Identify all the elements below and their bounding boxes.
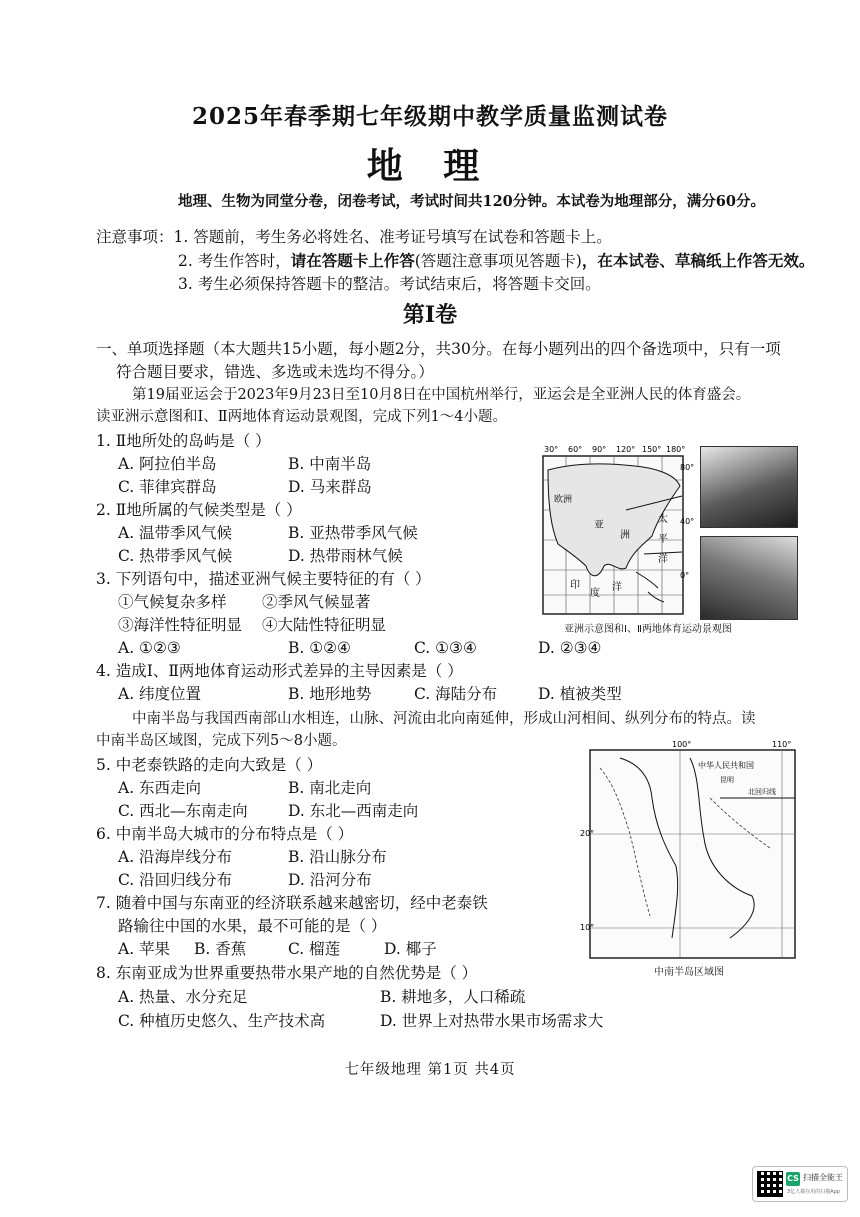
context-1-line1: 第19届亚运会于2023年9月23日至10月8日在中国杭州举行，亚运会是全亚洲人民的体育盛会。 <box>132 387 751 403</box>
question-6-option-b: B. 沿山脉分布 <box>288 848 387 866</box>
question-8-option-b: B. 耕地多，人口稀疏 <box>380 988 526 1006</box>
context-2-line1: 中南半岛与我国西南部山水相连，山脉、河流由北向南延伸，形成山河相间、纵列分布的特点。读 <box>132 711 756 727</box>
question-7-option-d: D. 椰子 <box>384 940 437 958</box>
question-2-option-c: C. 热带季风气候 <box>118 547 233 565</box>
question-8-stem: 8. 东南亚成为世界重要热带水果产地的自然优势是（ ） <box>96 964 478 982</box>
question-4-option-c: C. 海陆分布 <box>414 685 498 703</box>
scanner-tagline: 3亿人都在用的扫描App <box>787 1189 840 1195</box>
scanner-app-name: 扫描全能王 <box>803 1173 843 1182</box>
label-indian-2: 度 <box>590 588 600 599</box>
page-footer: 七年级地理 第1页 共4页 <box>344 1062 516 1078</box>
question-1-option-c: C. 菲律宾群岛 <box>118 478 217 496</box>
figure-2-caption: 中南半岛区域图 <box>654 967 724 978</box>
part1-heading-line2: 符合题目要求，错选、多选或未选均不得分。） <box>116 363 434 381</box>
question-2-stem: 2. Ⅱ地所属的气候类型是（ ） <box>96 501 302 519</box>
lon-label-90: 90° <box>592 445 607 454</box>
lon-label-150: 150° <box>642 445 662 454</box>
question-3-stem: 3. 下列语句中，描述亚洲气候主要特征的有（ ） <box>96 570 431 588</box>
part1-heading-line1: 一、单项选择题（本大题共15小题，每小题2分，共30分。在每小题列出的四个备选项中，只有一项 <box>96 340 781 358</box>
question-3-option-d: D. ②③④ <box>538 639 602 657</box>
question-2-option-d: D. 热带雨林气候 <box>288 547 403 565</box>
question-4-option-d: D. 植被类型 <box>538 685 622 703</box>
exam-title: 2025年春季期七年级期中教学质量监测试卷 <box>191 103 668 130</box>
notes-block <box>96 226 814 296</box>
cs-logo-icon: CS <box>786 1172 800 1186</box>
lat-labels <box>680 452 700 582</box>
note-3: 3. 考生必须保持答题卡的整洁。考试结束后，将答题卡交回。 <box>178 275 601 293</box>
question-6-option-c: C. 沿回归线分布 <box>118 871 233 889</box>
lon-label-60: 60° <box>568 445 583 454</box>
question-3-item-1: ①气候复杂多样 <box>118 593 227 611</box>
question-7-stem-line2: 路输往中国的水果，最不可能的是（ ） <box>118 917 387 935</box>
exam-intro: 地理、生物为同堂分卷，闭卷考试，考试时间共120分钟。本试卷为地理部分，满分60分。 <box>178 193 765 210</box>
question-4-option-a: A. 纬度位置 <box>118 685 202 703</box>
question-3-option-a: A. ①②③ <box>118 639 181 657</box>
label-pacific-2: 平 <box>658 534 668 545</box>
question-3-item-4: ④大陆性特征明显 <box>262 616 387 634</box>
question-5-option-a: A. 东西走向 <box>118 779 202 797</box>
lat-label-80: 80° <box>680 463 695 472</box>
question-4-stem: 4. 造成Ⅰ、Ⅱ两地体育运动形式差异的主导因素是（ ） <box>96 662 463 680</box>
lon-label-100: 100° <box>672 740 692 749</box>
label-tropic-of-cancer: 北回归线 <box>748 788 776 796</box>
label-pacific-1: 太 <box>658 514 668 525</box>
context-2-line2: 中南半岛区域图，完成下列5～8小题。 <box>96 733 347 749</box>
lon-label-120: 120° <box>616 445 636 454</box>
lon-label-30: 30° <box>544 445 559 454</box>
question-2-option-b: B. 亚热带季风气候 <box>288 524 418 542</box>
label-asia-2: 洲 <box>620 530 630 541</box>
question-6-option-a: A. 沿海岸线分布 <box>118 848 233 866</box>
question-7-option-a: A. 苹果 <box>118 940 171 958</box>
question-3-item-2: ②季风气候显著 <box>262 593 371 611</box>
question-5-option-c: C. 西北—东南走向 <box>118 802 248 820</box>
figure-1-caption: 亚洲示意图和Ⅰ、Ⅱ两地体育运动景观图 <box>564 624 732 635</box>
section-title: 第Ⅰ卷 <box>402 302 458 328</box>
question-5-option-d: D. 东北—西南走向 <box>288 802 419 820</box>
note-1: 注意事项：1. 答题前，考生务必将姓名、准考证号填写在试卷和答题卡上。 <box>96 228 612 246</box>
question-3-option-c: C. ①③④ <box>414 639 477 657</box>
asia-map <box>540 440 700 620</box>
question-6-option-d: D. 沿河分布 <box>288 871 372 889</box>
label-china: 中华人民共和国 <box>698 761 754 770</box>
question-1-stem: 1. Ⅱ地所处的岛屿是（ ） <box>96 432 271 450</box>
scanner-watermark <box>752 1166 848 1202</box>
lon-label-180: 180° <box>666 445 686 454</box>
question-7-stem-line1: 7. 随着中国与东南亚的经济联系越来越密切，经中老泰铁 <box>96 894 488 912</box>
lon-label-110: 110° <box>772 740 792 749</box>
subject-title: 地 理 <box>366 145 494 187</box>
notes-label: 注意事项： <box>96 228 174 246</box>
lat-label-10: 10° <box>580 923 595 932</box>
question-5-stem: 5. 中老泰铁路的走向大致是（ ） <box>96 756 323 774</box>
question-3-item-3: ③海洋性特征明显 <box>118 616 243 634</box>
label-indian-1: 印 <box>570 580 580 591</box>
question-5-option-b: B. 南北走向 <box>288 779 372 797</box>
lat-label-20: 20° <box>580 829 595 838</box>
question-8-option-d: D. 世界上对热带水果市场需求大 <box>380 1012 604 1030</box>
question-7-option-c: C. 榴莲 <box>288 940 341 958</box>
label-asia-1: 亚 <box>594 520 604 531</box>
question-1-option-b: B. 中南半岛 <box>288 455 372 473</box>
context-1-line2: 读亚洲示意图和Ⅰ、Ⅱ两地体育运动景观图，完成下列1～4小题。 <box>96 409 508 425</box>
question-4-option-b: B. 地形地势 <box>288 685 372 703</box>
photo-skiing <box>700 446 798 528</box>
question-1-option-a: A. 阿拉伯半岛 <box>118 455 217 473</box>
label-europe: 欧洲 <box>554 495 573 505</box>
lat-label-40: 40° <box>680 517 695 526</box>
question-3-option-b: B. ①②④ <box>288 639 351 657</box>
photo-surfing <box>700 536 798 620</box>
label-pacific-3: 洋 <box>658 554 668 565</box>
question-1-option-d: D. 马来群岛 <box>288 478 372 496</box>
label-kunming: 昆明 <box>720 776 734 784</box>
qr-code-icon <box>757 1171 783 1197</box>
question-8-option-c: C. 种植历史悠久、生产技术高 <box>118 1012 326 1030</box>
indochina-map <box>580 738 800 964</box>
question-6-stem: 6. 中南半岛大城市的分布特点是（ ） <box>96 825 354 843</box>
lat-label-0: 0° <box>680 571 690 580</box>
label-indian-3: 洋 <box>612 582 622 593</box>
note-2: 2. 考生作答时，请在答题卡上作答(答题注意事项见答题卡)，在本试卷、草稿纸上作答无效。 <box>178 251 815 270</box>
question-7-option-b: B. 香蕉 <box>194 940 247 958</box>
question-8-option-a: A. 热量、水分充足 <box>118 988 248 1006</box>
question-2-option-a: A. 温带季风气候 <box>118 524 233 542</box>
